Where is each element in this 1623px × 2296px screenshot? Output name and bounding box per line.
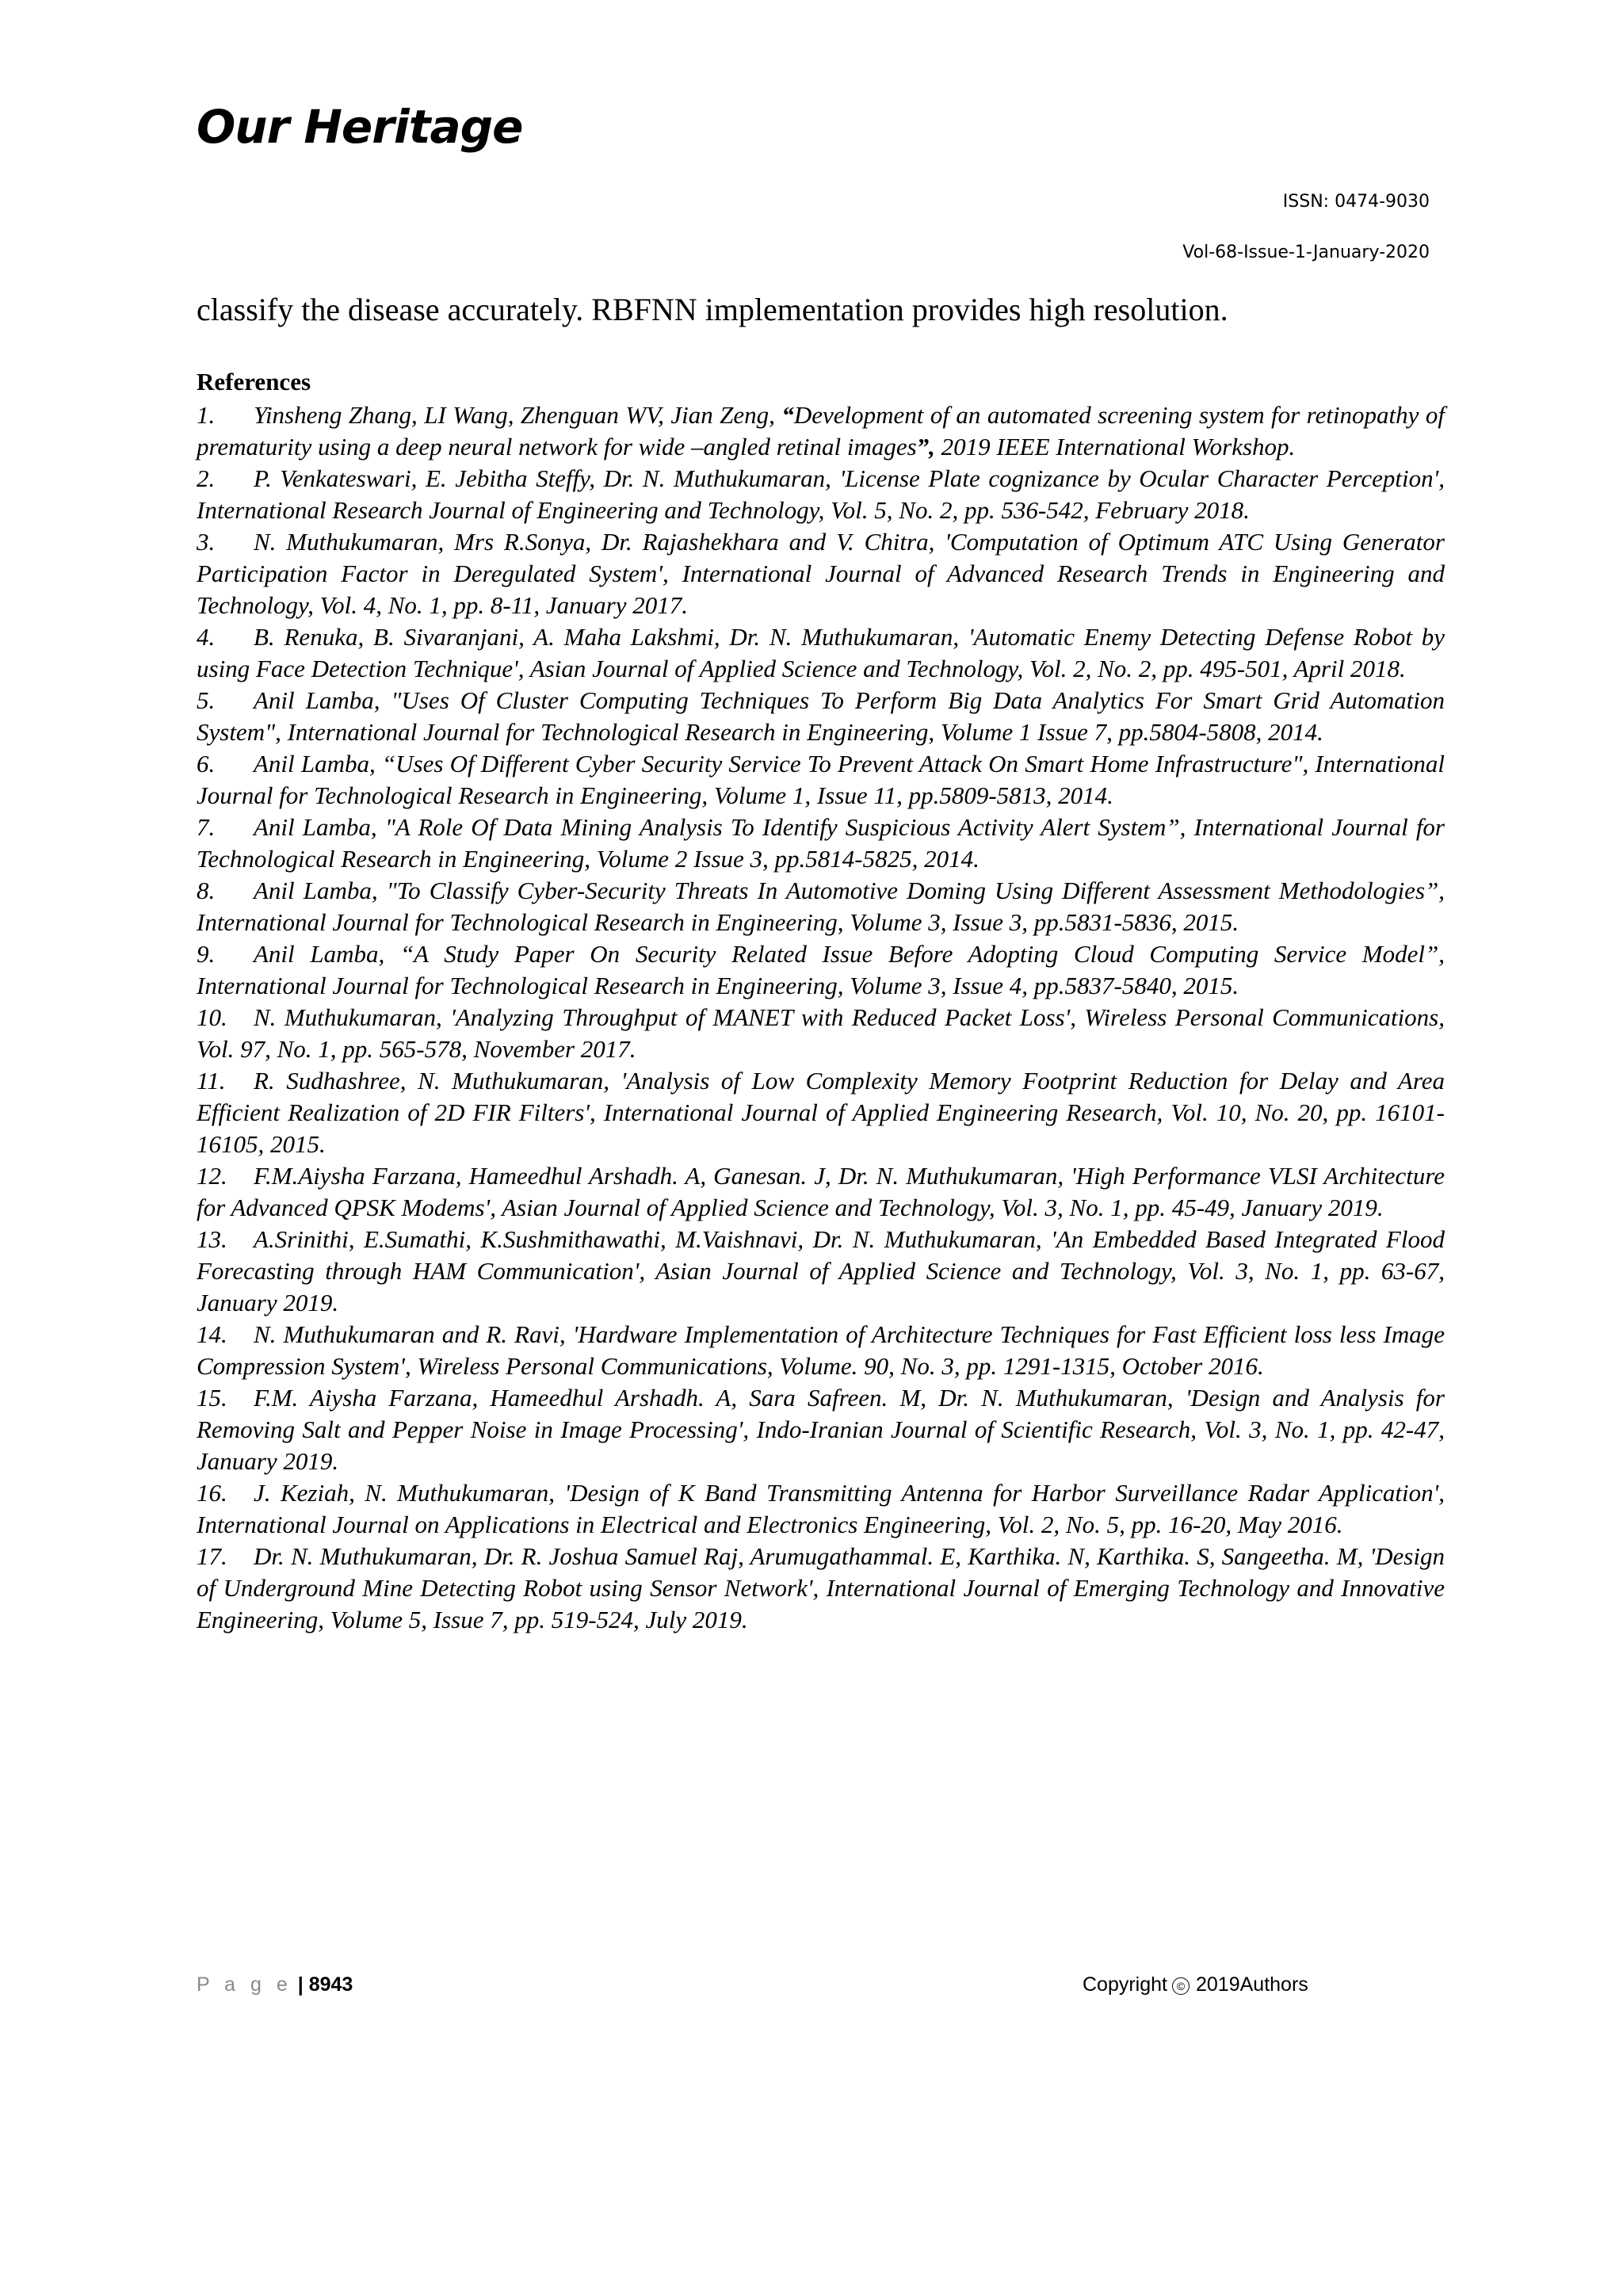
reference-text: Anil Lamba, "A Role Of Data Mining Analysis To Identify Suspicious Activity Alert System”, International Journal for Technological Research in Engineering, Volume 2 Issue 3, pp.5814-5825, 2014. xyxy=(197,813,1445,873)
reference-text: F.M.Aiysha Farzana, Hameedhul Arshadh. A, Ganesan. J, Dr. N. Muthukumaran, 'High Performance VLSI Architecture for Advanced QPSK Modems', Asian Journal of Applied Science and Technology, Vol. 3, No. 1, pp. 45-49, January 2019. xyxy=(197,1162,1445,1221)
reference-number: 9. xyxy=(197,940,216,968)
reference-text: Anil Lamba, "To Classify Cyber-Security Threats In Automotive Doming Using Different Assessment Methodologies”, International Journal for Technological Research in Engineering, Volume 3, Issue 3, pp.5831-5836, 2015. xyxy=(197,877,1445,936)
reference-text: N. Muthukumaran, 'Analyzing Throughput of MANET with Reduced Packet Loss', Wireless Personal Communications, Vol. 97, No. 1, pp. 565-578, November 2017. xyxy=(197,1003,1445,1063)
reference-item xyxy=(197,748,1445,812)
reference-number: 1. xyxy=(197,401,216,429)
reference-item xyxy=(197,1382,1445,1477)
journal-title: Our Heritage xyxy=(197,100,523,154)
reference-list xyxy=(197,399,1445,1636)
reference-number: 16. xyxy=(197,1479,227,1507)
reference-number: 5. xyxy=(197,686,216,714)
reference-authors: Yinsheng Zhang, LI Wang, Zhenguan WV, Jian Zeng, xyxy=(254,401,782,429)
reference-text: Anil Lamba, “A Study Paper On Security Related Issue Before Adopting Cloud Computing Service Model”, International Journal for Technological Research in Engineering, Volume 3, Issue 4, pp.5837-5840, 2015. xyxy=(197,940,1445,999)
reference-number: 8. xyxy=(197,877,216,904)
page-footer xyxy=(197,1973,353,1996)
reference-item xyxy=(197,685,1445,748)
reference-text: J. Keziah, N. Muthukumaran, 'Design of K Band Transmitting Antenna for Harbor Surveillance Radar Application', International Journal on Applications in Electrical and Electronics Engineering, Vol. 2, No. 5, pp. 16-20, May 2016. xyxy=(197,1479,1445,1538)
body-text: classify the disease accurately. RBFNN implementation provides high resolution. xyxy=(197,292,1228,327)
reference-item xyxy=(197,938,1445,1002)
reference-item xyxy=(197,621,1445,685)
reference-item xyxy=(197,1477,1445,1541)
open-quote: “ xyxy=(781,401,794,429)
reference-item xyxy=(197,1541,1445,1636)
reference-number: 15. xyxy=(197,1384,227,1412)
reference-text: F.M. Aiysha Farzana, Hameedhul Arshadh. A, Sara Safreen. M, Dr. N. Muthukumaran, 'Design and Analysis for Removing Salt and Pepper Noise in Image Processing', Indo-Iranian Journal of Scientific Research, Vol. 3, No. 1, pp. 42-47, January 2019. xyxy=(197,1384,1445,1475)
volume-issue: Vol-68-Issue-1-January-2020 xyxy=(1182,243,1430,262)
copyright-text: 2019Authors xyxy=(1196,1973,1308,1996)
reference-number: 2. xyxy=(197,464,216,492)
reference-text: B. Renuka, B. Sivaranjani, A. Maha Lakshmi, Dr. N. Muthukumaran, 'Automatic Enemy Detecting Defense Robot by using Face Detection Technique', Asian Journal of Applied Science and Technology, Vol. 2, No. 2, pp. 495-501, April 2018. xyxy=(197,623,1445,682)
reference-item xyxy=(197,526,1445,621)
close-quote: ”, xyxy=(916,433,935,460)
reference-item xyxy=(197,1002,1445,1065)
reference-number: 13. xyxy=(197,1225,227,1253)
reference-text: Dr. N. Muthukumaran, Dr. R. Joshua Samuel Raj, Arumugathammal. E, Karthika. N, Karthika. S, Sangeetha. M, 'Design of Underground Mine Detecting Robot using Sensor Network', International Journal of Emerging Technology and Innovative Engineering, Volume 5, Issue 7, pp. 519-524, July 2019. xyxy=(197,1542,1445,1633)
reference-number: 12. xyxy=(197,1162,227,1190)
reference-title: Development of an automated screening system for retinopathy of prematurity using a deep neural network for wide –angled retinal images xyxy=(197,401,1445,460)
page-label: P a g e xyxy=(197,1973,292,1996)
reference-text: Anil Lamba, "Uses Of Cluster Computing Techniques To Perform Big Data Analytics For Smart Grid Automation System", International Journal for Technological Research in Engineering, Volume 1 Issue 7, pp.5804-5808, 2014. xyxy=(197,686,1445,746)
reference-item xyxy=(197,875,1445,938)
reference-number: 3. xyxy=(197,528,216,556)
reference-number: 6. xyxy=(197,750,216,777)
reference-number: 17. xyxy=(197,1542,227,1570)
reference-item xyxy=(197,1065,1445,1160)
page-separator: | xyxy=(297,1973,304,1996)
reference-item xyxy=(197,1160,1445,1224)
reference-item xyxy=(197,1224,1445,1319)
reference-number: 11. xyxy=(197,1067,226,1095)
reference-number: 10. xyxy=(197,1003,227,1031)
reference-text: Anil Lamba, “Uses Of Different Cyber Security Service To Prevent Attack On Smart Home Infrastructure", International Journal for Technological Research in Engineering, Volume 1, Issue 11, pp.5809-5813, 2014. xyxy=(197,750,1445,809)
copyright-icon: © xyxy=(1172,1977,1190,1995)
page-number: 8943 xyxy=(308,1973,353,1996)
reference-item xyxy=(197,399,1445,463)
issn: ISSN: 0474-9030 xyxy=(1282,192,1430,212)
copyright-notice xyxy=(1083,1973,1308,1996)
reference-venue: 2019 IEEE International Workshop. xyxy=(934,433,1296,460)
references-heading: References xyxy=(197,368,311,395)
reference-number: 4. xyxy=(197,623,216,651)
copyright-prefix: Copyright xyxy=(1083,1973,1167,1996)
reference-item xyxy=(197,812,1445,875)
reference-number: 14. xyxy=(197,1320,227,1348)
reference-item xyxy=(197,463,1445,526)
reference-text: P. Venkateswari, E. Jebitha Steffy, Dr. N. Muthukumaran, 'License Plate cognizance by Ocular Character Perception', International Research Journal of Engineering and Technology, Vol. 5, No. 2, pp. 536-542, February 2018. xyxy=(197,464,1445,524)
reference-text: N. Muthukumaran and R. Ravi, 'Hardware Implementation of Architecture Techniques for Fast Efficient loss less Image Compression System', Wireless Personal Communications, Volume. 90, No. 3, pp. 1291-1315, October 2016. xyxy=(197,1320,1445,1380)
reference-item xyxy=(197,1319,1445,1382)
reference-text: A.Srinithi, E.Sumathi, K.Sushmithawathi, M.Vaishnavi, Dr. N. Muthukumaran, 'An Embedded Based Integrated Flood Forecasting through HAM Communication', Asian Journal of Applied Science and Technology, Vol. 3, No. 1, pp. 63-67, January 2019. xyxy=(197,1225,1445,1316)
reference-number: 7. xyxy=(197,813,216,841)
reference-text: N. Muthukumaran, Mrs R.Sonya, Dr. Rajashekhara and V. Chitra, 'Computation of Optimum ATC Using Generator Participation Factor in Deregulated System', International Journal of Advanced Research Trends in Engineering and Technology, Vol. 4, No. 1, pp. 8-11, January 2017. xyxy=(197,528,1445,619)
reference-text: R. Sudhashree, N. Muthukumaran, 'Analysis of Low Complexity Memory Footprint Reduction for Delay and Area Efficient Realization of 2D FIR Filters', International Journal of Applied Engineering Research, Vol. 10, No. 20, pp. 16101-16105, 2015. xyxy=(197,1067,1445,1158)
